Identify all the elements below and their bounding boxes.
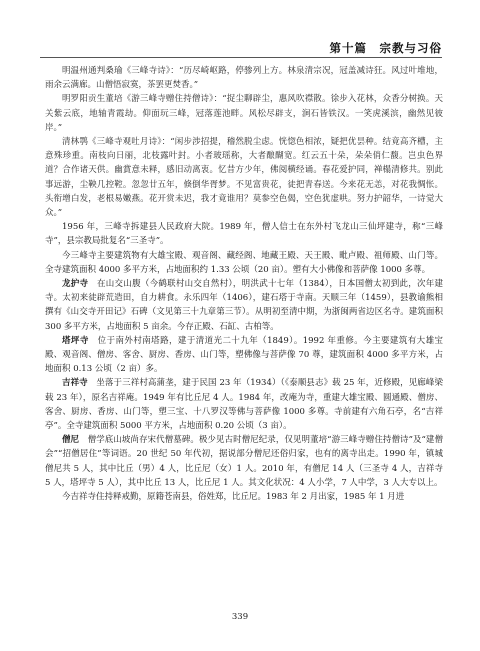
run-in-heading: 龙护寺 (62, 279, 89, 290)
run-in-heading: 塔坪寺 (62, 335, 89, 346)
page-number: 339 (231, 612, 249, 622)
paragraph-sanfeng-history (45, 220, 443, 248)
paragraph-line-poem (45, 135, 443, 220)
paragraph-text: 位于南外村南塔路，建于清道光二十九年（1849）。1992 年重修。今主要建筑有大雄宝殿、观音阁、僧房、客舍、厨房、香房、山门等，塑佛像与菩萨像 70 尊，建筑面积 4000 多平方米，占地面积 0.13 公顷（2 亩）多。 (45, 335, 443, 375)
paragraph-text: 明罗阳贡生董培《游三峰寺赠住持僧诗》：“捉尘聊辟尘，惠风吹襟散。徐步入花林，众香分树换。天关紫云底，地轴青霞劫。仰面玩三峰，冠落莲池畔。风松尽辟支，涧石皆铁汉。一笑虎溪滨，幽然见彼岸。” (45, 94, 443, 133)
run-in-heading: 吉祥寺 (62, 378, 88, 389)
paragraph-jixiang-temple (45, 376, 443, 433)
paragraph-text: 在山交山腹（今鹤联村山交自然村），明洪武十七年（1384），日本国僧太初到此，次年建寺。太初来徒辟荒造田，自力耕食。永乐四年（1406），建石塔于寺南。天顺三年（1459），县教谕熊相撰有《山交寺开田记》石碑（文见第三十九章第三节）。从明初至清中期，为浙闽两省边区名寺。建筑面积 300 多平方米，占地面积 5 亩余。今存正殿、石缸、古柏等。 (45, 279, 443, 332)
paragraph-monks-nuns (45, 433, 443, 490)
page-body (45, 64, 443, 504)
paragraph-dongpei-poem (45, 92, 443, 135)
paragraph-text: 清林鹗《三峰寺观吐月诗》：“闲步涉招提，稽然脱尘虑。恍惚色相浓，疑把优昙种。结竟高齐槽，主意殊珍重。南枝向日丽，北枝露叶封。小者玻瑶称，大者酿醐宽。红云五十朵，朵朵俏仁馥。岂虫色界道？合作诸天供。幽賞意未释，感旧动离衷。忆昔方少年，佛阅横经诵。春花爱护同，禅榻清修共。别此事远游，尘鞅几控鞚。忽忽廿五年，倏倒华胥梦。不见富贵花，徒把青春送。今来花无恙，对花我惆怅。头衔增白发，老根易嫩燕。花开赏未迟，我才竟谁用？莫参空色偈，空色犹虚哄。努力护韶华，一诗觉大众。” (45, 137, 443, 219)
paragraph-sanfeng-buildings (45, 249, 443, 277)
paragraph-taping-temple (45, 334, 443, 377)
paragraph-text: 今三峰寺主要建筑物有大雄宝殿、观音阁、藏经阁、地藏王殿、天王殿、毗卢殿、祖师殿、山门等。全寺建筑面积 4000 多平方米，占地面积约 1.33 公顷（20 亩）。塑有大小佛像和菩萨像 1000 多尊。 (45, 250, 443, 275)
header-rule (40, 57, 442, 58)
paragraph-sangyu-poem (45, 64, 443, 92)
paragraph-text: 坐落于三祥村高蒲垄，建于民国 23 年（1934）（《泰顺县志》载 25 年，近修殿，见廊峰梁载 23 年），原名吉祥庵。1949 年有比丘尼 4 人。1984 年，改庵为寺，重建大雄宝殿、圆通殿、僧房、客舍、厨房、香房、山门等，塑三宝、十八罗汉等佛与菩萨像 1000 多尊。寺前建有六角石亭，名“吉祥亭”。全寺建筑面积 5000 平方米，占地面积 0.20 公顷（3 亩）。 (45, 378, 443, 432)
run-in-heading: 僧尼 (62, 435, 80, 446)
paragraph-text: 僧学底山坡尚存宋代僧墓碑。极少见古时僧尼纪录，仅见明董培“游三峰寺赠住持僧诗”及“建僧会”“招僧居住”等词语。20 世纪 50 年代初，据说部分僧尼还俗归家，也有的离寺出走。1990 年，镇城僧尼共 5 人，其中比丘（男）4 人，比丘尼（女）1 人。2010 年，有僧尼 14 人（三圣寺 4 人，吉祥寺 5 人，塔坪寺 5 人），其中比丘 13 人，比丘尼 1 人。其文化状况：4 人小学，7 人中学，3 人大专以上。 (45, 435, 443, 488)
paragraph-text: 1956 年，三峰寺拆建县人民政府大院。1989 年，僧人信士在东外村飞龙山三仙坪建寺，称“三峰寺”，县宗教局批复名“三圣寺”。 (45, 222, 443, 247)
paragraph-jixiang-abbess (45, 490, 443, 504)
paragraph-text: 明温州通判桑瑜《三峰寺诗》：“历尽崎岖路，停骖列上方。林泉清宗况，冠盖减诗狂。风过叶堆地，雨余云满廊。山僧悟寂寞，茶罢更焚香。” (45, 66, 443, 91)
running-header: 第十篇 宗教与习俗 (329, 41, 442, 55)
paragraph-text: 今吉祥寺住持释戒勤，原籍苍南县，俗姓郑，比丘尼。1983 年 2 月出家，1985 年 1 月进 (62, 492, 405, 503)
paragraph-longhu-temple (45, 277, 443, 334)
